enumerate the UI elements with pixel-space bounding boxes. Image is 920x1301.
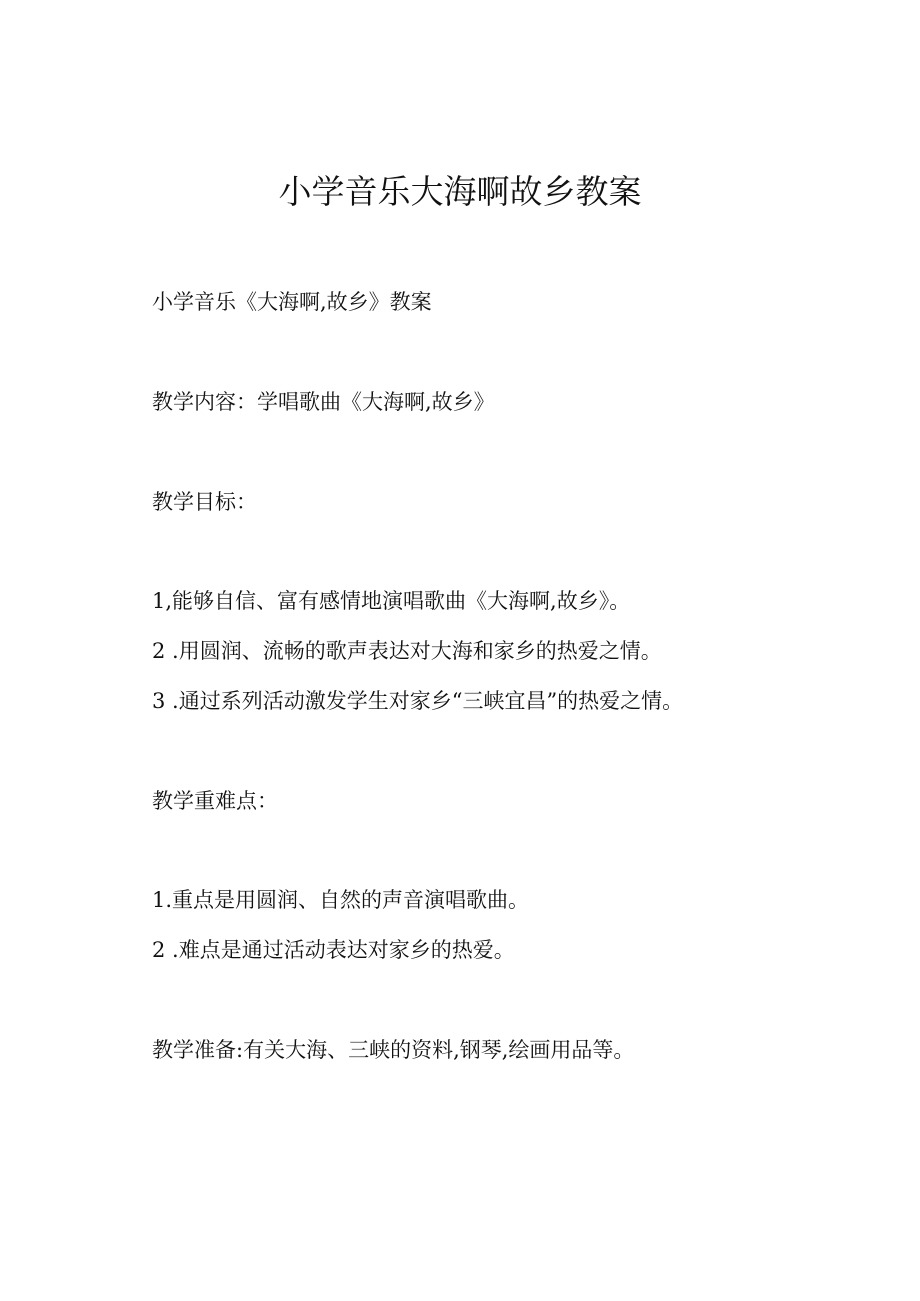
goal-item-3: 3 .通过系列活动激发学生对家乡“三峡宜昌”的热爱之情。 bbox=[152, 689, 684, 713]
difficulty-item-1: 1.重点是用圆润、自然的声音演唱歌曲。 bbox=[152, 888, 530, 912]
key-difficulties-heading: 教学重难点： bbox=[152, 789, 278, 813]
goal-item-2: 2 .用圆润、流畅的歌声表达对大海和家乡的热爱之情。 bbox=[152, 639, 662, 663]
goal-item-1: 1,能够自信、富有感情地演唱歌曲《大海啊,故乡》。 bbox=[152, 589, 631, 613]
teaching-preparation-line: 教学准备:有关大海、三峡的资料,钢琴,绘画用品等。 bbox=[152, 1038, 635, 1062]
difficulty-item-2: 2 .难点是通过活动表达对家乡的热爱。 bbox=[152, 938, 515, 962]
document-title: 小学音乐大海啊故乡教案 bbox=[278, 172, 642, 211]
teaching-content-line: 教学内容：学唱歌曲《大海啊,故乡》 bbox=[152, 390, 495, 414]
teaching-goals-heading: 教学目标： bbox=[152, 490, 257, 514]
subtitle-line: 小学音乐《大海啊,故乡》教案 bbox=[152, 290, 432, 314]
